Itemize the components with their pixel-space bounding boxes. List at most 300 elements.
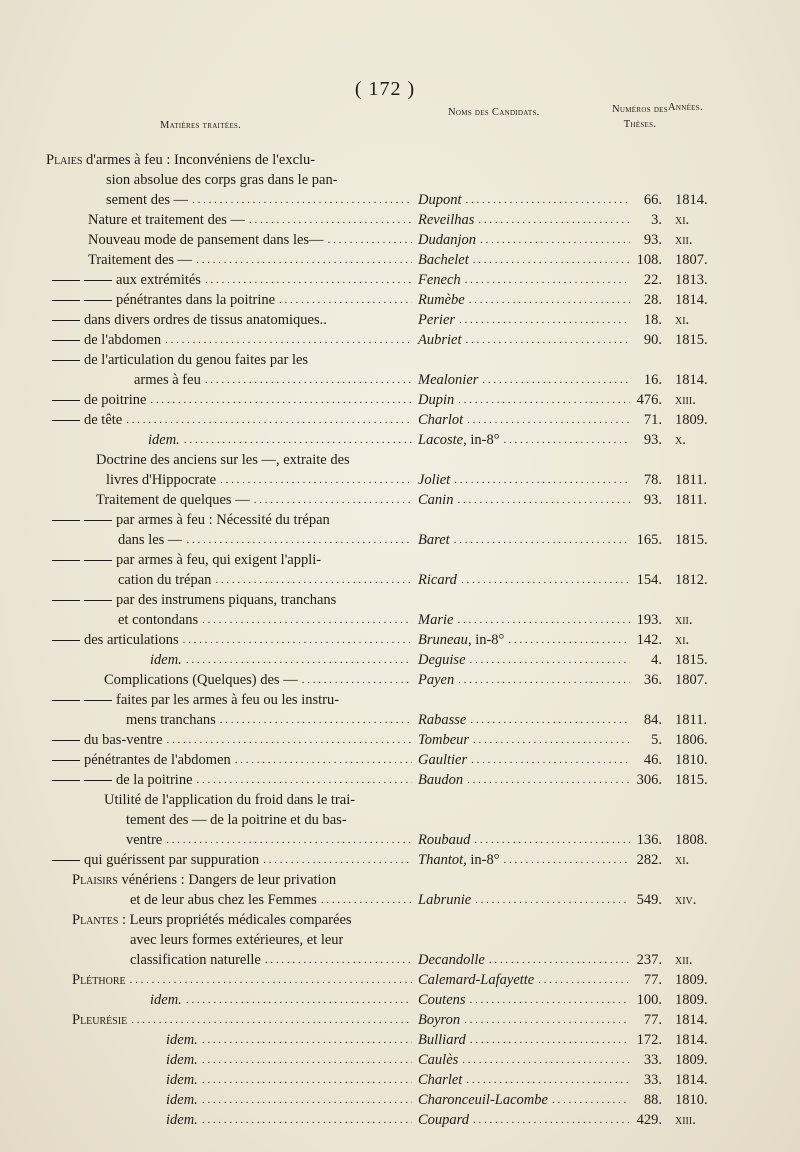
thesis-year: xi.: [675, 632, 690, 648]
subject-text: idem.: [166, 1092, 198, 1108]
dot-leader: [458, 390, 630, 410]
dot-leader: [480, 230, 630, 250]
candidate-name: Caulès: [418, 1052, 459, 1068]
dot-leader: [302, 670, 412, 690]
dot-leader: [458, 670, 630, 690]
subject-text: de tête: [52, 410, 122, 430]
dot-leader: [186, 650, 412, 670]
subject-text: idem.: [148, 432, 180, 448]
index-row: [0, 210, 800, 230]
subject-text: qui guérissent par suppuration: [52, 850, 259, 870]
thesis-year: xi.: [675, 212, 690, 228]
candidate-name: Aubriet: [418, 332, 462, 348]
subject-text: pénétrantes dans la poitrine: [52, 290, 275, 310]
candidate-name: Canin: [418, 492, 454, 508]
thesis-year: 1815.: [675, 332, 708, 348]
subject-text: de l'articulation du genou faites par les: [52, 350, 308, 370]
dot-leader: [489, 950, 630, 970]
subject-text: avec leurs formes extérieures, et leur: [130, 932, 344, 948]
dot-leader: [202, 610, 412, 630]
dot-leader: [205, 270, 412, 290]
ditto-dash: [52, 640, 80, 641]
ditto-dash: [52, 400, 80, 401]
candidate-name: Dudanjon: [418, 232, 476, 248]
ditto-dash: [84, 700, 112, 701]
subject-text: Nouveau mode de pansement dans les—: [88, 232, 324, 248]
index-row: [0, 590, 800, 610]
dot-leader: [457, 610, 630, 630]
thesis-number: 93.: [643, 492, 662, 508]
dot-leader: [466, 1070, 630, 1090]
ditto-dash: [84, 780, 112, 781]
candidate-name: Reveilhas: [418, 212, 475, 228]
thesis-year: 1809.: [675, 412, 708, 428]
ditto-dash: [84, 520, 112, 521]
dot-leader: [470, 1030, 630, 1050]
index-row: [0, 570, 800, 590]
index-row: [0, 970, 800, 990]
candidate-name: Joliet: [418, 472, 451, 488]
thesis-year: 1810.: [675, 752, 708, 768]
dot-leader: [167, 730, 412, 750]
candidate-name: Boyron: [418, 1012, 461, 1028]
dot-leader: [126, 410, 412, 430]
thesis-year: 1806.: [675, 732, 708, 748]
index-row: [0, 390, 800, 410]
index-row: [0, 190, 800, 210]
dot-leader: [482, 370, 630, 390]
dot-leader: [471, 750, 630, 770]
thesis-number: 16.: [643, 372, 662, 388]
subject-text: idem.: [150, 992, 182, 1008]
thesis-year: 1811.: [675, 472, 708, 488]
thesis-year: 1807.: [675, 252, 708, 268]
thesis-year: 1809.: [675, 1052, 708, 1068]
dot-leader: [464, 1010, 630, 1030]
thesis-number: 165.: [636, 532, 662, 548]
ditto-dash: [52, 280, 80, 281]
thesis-year: xii.: [675, 612, 693, 628]
dot-leader: [131, 1010, 412, 1030]
subject-text: idem.: [166, 1112, 198, 1128]
candidate-name: Gaultier: [418, 752, 468, 768]
subject-text: dans divers ordres de tissus anatomiques..: [52, 310, 327, 330]
thesis-number: 66.: [643, 192, 662, 208]
dot-leader: [249, 210, 412, 230]
index-row: [0, 690, 800, 710]
thesis-year: 1813.: [675, 272, 708, 288]
dot-leader: [462, 1050, 630, 1070]
ditto-dash: [52, 700, 80, 701]
dot-leader: [473, 1110, 630, 1130]
thesis-number: 282.: [636, 852, 662, 868]
dot-leader: [470, 650, 630, 670]
index-row: [0, 150, 800, 170]
thesis-number: 84.: [643, 712, 662, 728]
subject-text: mens tranchans: [126, 712, 216, 728]
subject-text: Nature et traitement des —: [88, 212, 246, 228]
thesis-year: xiv.: [675, 892, 697, 908]
thesis-number: 33.: [643, 1052, 662, 1068]
subject-text: dans les —: [118, 532, 183, 548]
candidate-name: Mealonier: [418, 372, 479, 388]
dot-leader: [469, 290, 630, 310]
thesis-year: 1807.: [675, 672, 708, 688]
thesis-number: 306.: [636, 772, 662, 788]
dot-leader: [186, 530, 412, 550]
candidate-name: Dupin: [418, 392, 455, 408]
candidate-name: Fenech: [418, 272, 461, 288]
ditto-dash: [52, 780, 80, 781]
subject-text: ventre: [126, 832, 163, 848]
candidate-name: Perier: [418, 312, 456, 328]
subject-text: livres d'Hippocrate: [106, 472, 217, 488]
thesis-year: 1814.: [675, 292, 708, 308]
subject-text: Complications (Quelques) des —: [104, 672, 298, 688]
thesis-number: 71.: [643, 412, 662, 428]
subject-text: armes à feu: [134, 372, 201, 388]
subject-text: et contondans: [118, 612, 199, 628]
index-row: [0, 290, 800, 310]
index-row: [0, 1070, 800, 1090]
thesis-number: 142.: [636, 632, 662, 648]
thesis-year: 1815.: [675, 532, 708, 548]
dot-leader: [183, 630, 412, 650]
dot-leader: [150, 390, 412, 410]
index-row: [0, 510, 800, 530]
index-row: [0, 670, 800, 690]
subject-text: et de leur abus chez les Femmes: [130, 892, 317, 908]
subject-text: de poitrine: [52, 390, 146, 410]
subject-text: tement des — de la poitrine et du bas-: [126, 812, 347, 828]
subject-heading: Pléthore: [72, 972, 126, 988]
ditto-dash: [52, 760, 80, 761]
candidate-name: Bruneau, in-8°: [418, 632, 505, 648]
index-row: [0, 330, 800, 350]
dot-leader: [196, 250, 412, 270]
index-row: [0, 430, 800, 450]
dot-leader: [265, 950, 412, 970]
dot-leader: [454, 470, 630, 490]
thesis-year: 1815.: [675, 652, 708, 668]
ditto-dash: [52, 420, 80, 421]
header-candidate-names: Noms des Candidats.: [448, 107, 540, 118]
thesis-number: 108.: [636, 252, 662, 268]
thesis-number: 100.: [636, 992, 662, 1008]
thesis-number: 5.: [651, 732, 662, 748]
subject-text: sion absolue des corps gras dans le pan-: [106, 172, 338, 188]
index-row: [0, 650, 800, 670]
dot-leader: [202, 1090, 412, 1110]
thesis-number: 3.: [651, 212, 662, 228]
thesis-year: xiii.: [675, 1112, 696, 1128]
index-row: [0, 770, 800, 790]
thesis-number: 90.: [643, 332, 662, 348]
subject-text: [72, 970, 126, 990]
subject-heading: Plaies: [46, 152, 83, 168]
index-row: [0, 610, 800, 630]
thesis-number: 93.: [643, 432, 662, 448]
thesis-number: 46.: [643, 752, 662, 768]
subject-text: de la poitrine: [52, 770, 193, 790]
thesis-number: 36.: [643, 672, 662, 688]
ditto-dash: [52, 600, 80, 601]
candidate-name: Deguise: [418, 652, 466, 668]
subject-text: idem.: [166, 1072, 198, 1088]
subject-text: de l'abdomen: [52, 330, 161, 350]
thesis-number: 28.: [643, 292, 662, 308]
dot-leader: [457, 490, 630, 510]
subject-text: [72, 1010, 127, 1030]
ditto-dash: [52, 860, 80, 861]
thesis-year: 1809.: [675, 992, 708, 1008]
index-row: [0, 270, 800, 290]
candidate-name: Decandolle: [418, 952, 485, 968]
header-years: Années.: [668, 102, 703, 113]
dot-leader: [470, 990, 630, 1010]
dot-leader: [465, 270, 630, 290]
index-row: [0, 950, 800, 970]
thesis-number: 88.: [643, 1092, 662, 1108]
candidate-name: Baret: [418, 532, 450, 548]
thesis-number: 193.: [636, 612, 662, 628]
candidate-name: Calemard-Lafayette: [418, 972, 535, 988]
candidate-name: Rumèbe: [418, 292, 465, 308]
index-row: [0, 410, 800, 430]
thesis-year: 1811.: [675, 492, 708, 508]
index-row: [0, 1050, 800, 1070]
dot-leader: [475, 890, 630, 910]
ditto-dash: [52, 520, 80, 521]
thesis-year: xiii.: [675, 392, 696, 408]
index-row: [0, 710, 800, 730]
subject-heading: Plaisirs: [72, 872, 118, 888]
ditto-dash: [52, 300, 80, 301]
candidate-name: Coutens: [418, 992, 466, 1008]
dot-leader: [552, 1090, 630, 1110]
subject-text: cation du trépan: [118, 572, 212, 588]
dot-leader: [254, 490, 412, 510]
dot-leader: [186, 990, 412, 1010]
subject-text: du bas-ventre: [52, 730, 163, 750]
dot-leader: [454, 530, 630, 550]
thesis-number: 33.: [643, 1072, 662, 1088]
index-row: [0, 1090, 800, 1110]
ditto-dash: [52, 320, 80, 321]
candidate-name: Marie: [418, 612, 454, 628]
thesis-number: 4.: [651, 652, 662, 668]
subject-text: Doctrine des anciens sur les —, extraite des: [96, 452, 350, 468]
thesis-year: 1808.: [675, 832, 708, 848]
index-row: [0, 470, 800, 490]
ditto-dash: [84, 300, 112, 301]
thesis-year: 1814.: [675, 1072, 708, 1088]
dot-leader: [279, 290, 412, 310]
thesis-number: 136.: [636, 832, 662, 848]
candidate-name: Rabasse: [418, 712, 467, 728]
subject-text: Traitement de quelques —: [96, 492, 250, 508]
thesis-number: 78.: [643, 472, 662, 488]
thesis-year: xii.: [675, 952, 693, 968]
subject-text: Utilité de l'application du froid dans le trai-: [104, 792, 356, 808]
thesis-year: xii.: [675, 232, 693, 248]
index-row: [0, 530, 800, 550]
subject-text: des articulations: [52, 630, 179, 650]
thesis-year: 1812.: [675, 572, 708, 588]
thesis-year: 1814.: [675, 1032, 708, 1048]
dot-leader: [478, 210, 630, 230]
index-row: [0, 1010, 800, 1030]
index-row: [0, 350, 800, 370]
subject-text: pénétrantes de l'abdomen: [52, 750, 231, 770]
index-row: [0, 810, 800, 830]
candidate-name: Bulliard: [418, 1032, 466, 1048]
thesis-year: 1814.: [675, 372, 708, 388]
index-row: [0, 550, 800, 570]
thesis-year: 1815.: [675, 772, 708, 788]
thesis-number: 154.: [636, 572, 662, 588]
dot-leader: [130, 970, 412, 990]
dot-leader: [467, 410, 630, 430]
thesis-number: 77.: [643, 1012, 662, 1028]
candidate-name: Charlet: [418, 1072, 463, 1088]
dot-leader: [202, 1110, 412, 1130]
candidate-name: Thantot, in-8°: [418, 852, 500, 868]
dot-leader: [197, 770, 412, 790]
header-subjects: Matières traitées.: [160, 120, 242, 131]
ditto-dash: [52, 560, 80, 561]
candidate-name: Ricard: [418, 572, 457, 588]
header-thesis-numbers: Numéros des Thèses.: [612, 104, 668, 130]
candidate-name: Labrunie: [418, 892, 472, 908]
dot-leader: [215, 570, 412, 590]
dot-leader: [202, 1030, 412, 1050]
thesis-number: 93.: [643, 232, 662, 248]
index-row: [0, 490, 800, 510]
thesis-year: 1814.: [675, 1012, 708, 1028]
dot-leader: [192, 190, 412, 210]
dot-leader: [205, 370, 412, 390]
subject-text: sement des —: [106, 192, 189, 208]
index-row: [0, 230, 800, 250]
subject-text: idem.: [166, 1032, 198, 1048]
candidate-name: Baudon: [418, 772, 464, 788]
candidate-name: Payen: [418, 672, 455, 688]
index-row: [0, 1030, 800, 1050]
index-row: [0, 870, 800, 890]
index-row: [0, 730, 800, 750]
thesis-number: 172.: [636, 1032, 662, 1048]
thesis-year: 1810.: [675, 1092, 708, 1108]
index-row: [0, 170, 800, 190]
dot-leader: [538, 970, 630, 990]
thesis-year: xi.: [675, 852, 690, 868]
subject-text: Plantes : Leurs propriétés médicales comparées: [72, 912, 352, 928]
dot-leader: [473, 730, 630, 750]
ditto-dash: [84, 280, 112, 281]
candidate-name: Bachelet: [418, 252, 469, 268]
index-row: [0, 850, 800, 870]
dot-leader: [508, 630, 630, 650]
subject-text: idem.: [150, 652, 182, 668]
dot-leader: [467, 770, 630, 790]
thesis-number: 22.: [643, 272, 662, 288]
index-row: [0, 750, 800, 770]
subject-text: par des instrumens piquans, tranchans: [52, 590, 336, 610]
thesis-number: 429.: [636, 1112, 662, 1128]
candidate-name: Roubaud: [418, 832, 471, 848]
dot-leader: [220, 470, 412, 490]
subject-text: par armes à feu : Nécessité du trépan: [52, 510, 330, 530]
thesis-number: 18.: [643, 312, 662, 328]
thesis-year: 1809.: [675, 972, 708, 988]
dot-leader: [459, 310, 630, 330]
ditto-dash: [52, 740, 80, 741]
index-row: [0, 450, 800, 470]
subject-text: Traitement des —: [88, 252, 193, 268]
ditto-dash: [84, 600, 112, 601]
ditto-dash: [84, 560, 112, 561]
thesis-year: 1814.: [675, 192, 708, 208]
dot-leader: [461, 570, 630, 590]
index-row: [0, 310, 800, 330]
dot-leader: [184, 430, 412, 450]
index-row: [0, 630, 800, 650]
index-row: [0, 370, 800, 390]
dot-leader: [220, 710, 412, 730]
dot-leader: [202, 1050, 412, 1070]
thesis-number: 549.: [636, 892, 662, 908]
thesis-year: xi.: [675, 312, 690, 328]
subject-text: Plaies d'armes à feu : Inconvéniens de l'exclu-: [46, 152, 316, 168]
candidate-name: Charlot: [418, 412, 464, 428]
dot-leader: [504, 850, 630, 870]
dot-leader: [504, 430, 630, 450]
thesis-number: 237.: [636, 952, 662, 968]
dot-leader: [166, 830, 412, 850]
thesis-year: 1811.: [675, 712, 708, 728]
subject-text: idem.: [166, 1052, 198, 1068]
candidate-name: Tombeur: [418, 732, 470, 748]
thesis-number: 77.: [643, 972, 662, 988]
candidate-name: Coupard: [418, 1112, 470, 1128]
dot-leader: [165, 330, 412, 350]
index-row: [0, 830, 800, 850]
dot-leader: [474, 830, 630, 850]
ditto-dash: [52, 340, 80, 341]
page-number: ( 172 ): [354, 78, 416, 100]
subject-heading: Pleurésie: [72, 1012, 128, 1028]
index-row: [0, 250, 800, 270]
subject-text: classification naturelle: [130, 952, 261, 968]
dot-leader: [466, 190, 631, 210]
dot-leader: [328, 230, 412, 250]
index-row: [0, 790, 800, 810]
dot-leader: [235, 750, 412, 770]
dot-leader: [470, 710, 630, 730]
index-row: [0, 930, 800, 950]
index-row: [0, 1110, 800, 1130]
subject-text: aux extrémités: [52, 270, 201, 290]
subject-text: par armes à feu, qui exigent l'appli-: [52, 550, 321, 570]
subject-heading: Plantes: [72, 912, 119, 928]
index-row: [0, 890, 800, 910]
candidate-name: Dupont: [418, 192, 462, 208]
dot-leader: [473, 250, 630, 270]
dot-leader: [466, 330, 631, 350]
index-row: [0, 990, 800, 1010]
dot-leader: [202, 1070, 412, 1090]
